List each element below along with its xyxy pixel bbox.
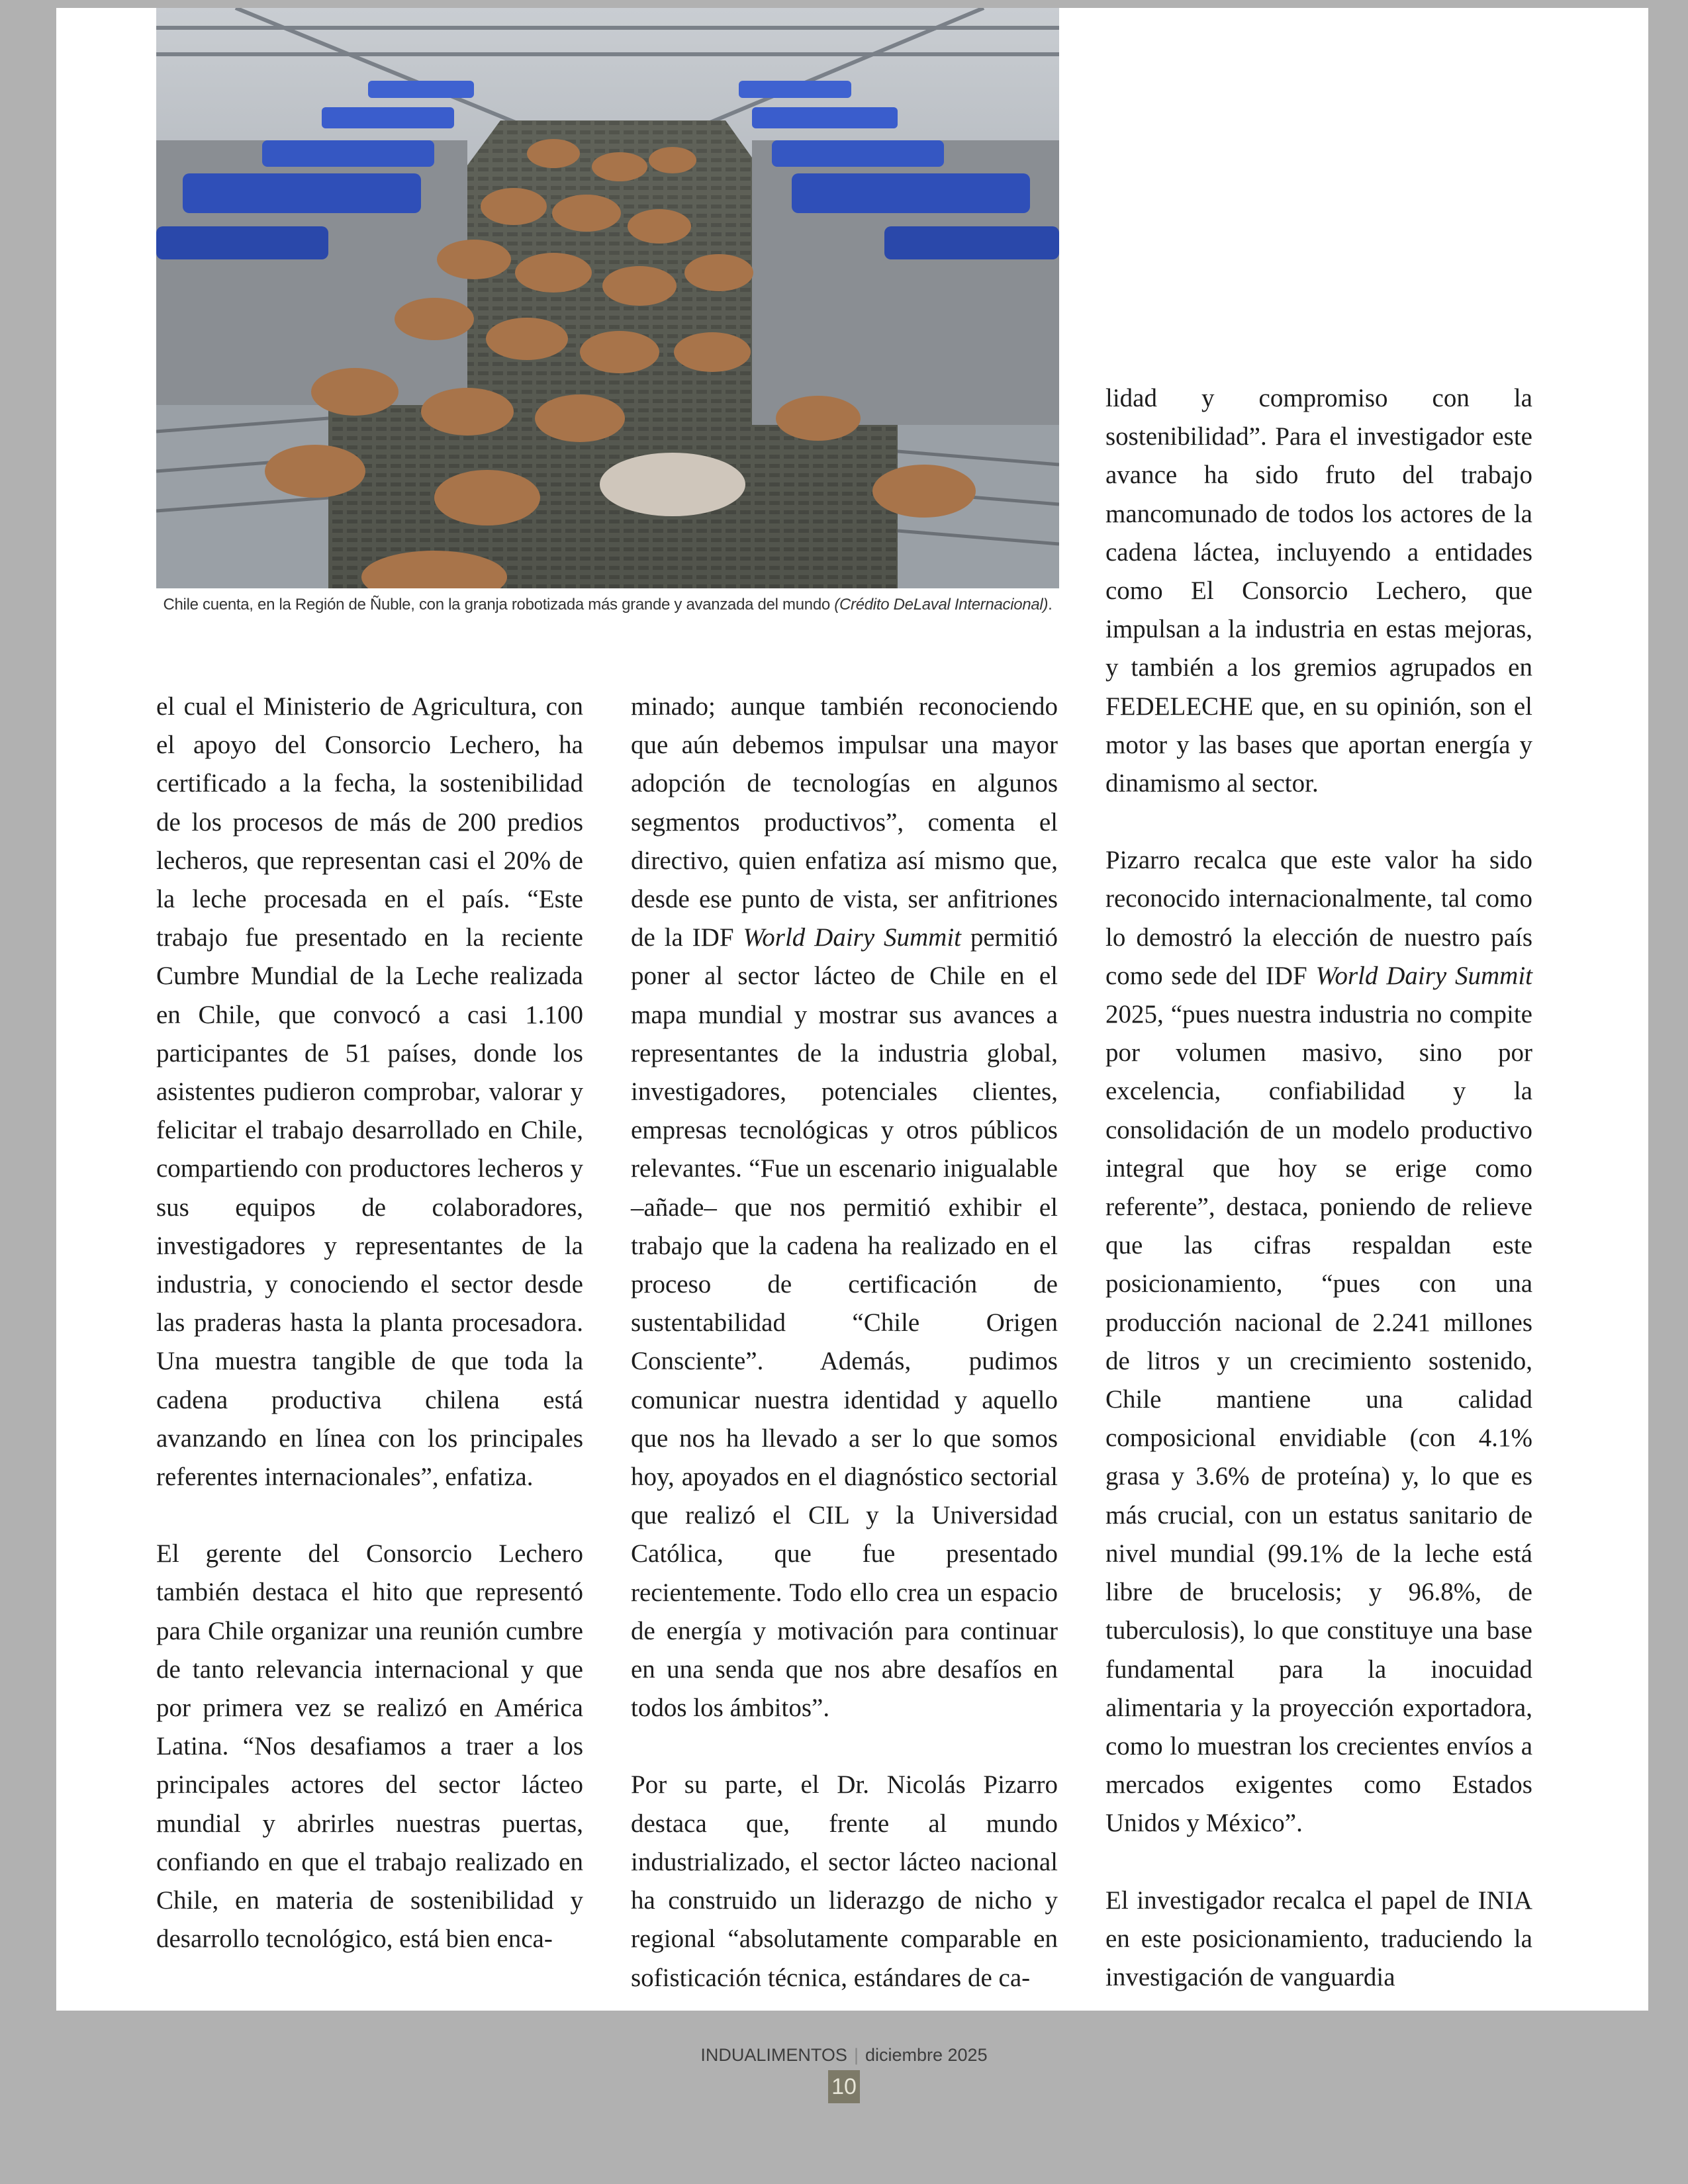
caption-text: Chile cuenta, en la Región de Ñuble, con la granja robotizada más grande y avanzada del mundo [163,596,835,614]
col2-paragraph-2: Por su parte, el Dr. Nicolás Pizarro destaca que, frente al mundo industrializado, el sector lácteo nacional ha construido un liderazgo de nicho y regional “absolutamente comparable en sofisticación técnica, estándares de ca- [631,1770,1058,1992]
footer-separator: | [853,2045,859,2065]
col3-paragraph-2 [1105,841,1532,1843]
photo-caption [156,596,1059,614]
col3-paragraph-1: lidad y compromiso con la sostenibilidad”. Para el investigador este avance ha sido fruto del trabajo mancomunado de todos los actores de la cadena láctea, incluyendo a entidades como El Consorcio Lechero, que impulsan a la industria en estas mejoras, y también a los gremios agrupados en FEDELECHE que, en su opinión, son el motor y las bases que aportan energía y dinamismo al sector. [1105,384,1532,798]
barn-illustration [156,8,1059,588]
col2-paragraph-1 [631,688,1058,1727]
page-sheet [56,8,1648,2011]
page-footer [0,2045,1688,2066]
col3-paragraph-3: El investigador recalca el papel de INIA en este posicionamiento, traduciendo la investigación de vanguardia [1105,1886,1532,1991]
col1-paragraph-2: El gerente del Consorcio Lechero también destaca el hito que representó para Chile organizar una reunión cumbre de tanto relevancia internacional y que por primera vez se realizó en América Latina. “Nos desafiamos a traer a los principales actores del sector lácteo mundial y abrirles nuestras puertas, confiando en que el trabajo realizado en Chile, en materia de sostenibilidad y desarrollo tecnológico, está bien enca- [156,1539,583,1954]
text-column-2 [631,688,1058,1997]
footer-publication: INDUALIMENTOS [700,2045,847,2065]
text-column-1 [156,688,583,1959]
page-number-badge: 10 [828,2070,860,2103]
col2-p1-italic: World Dairy Summit [743,923,961,952]
col3-p2-end: 2025, “pues nuestra industria no compite por volumen masivo, sino por excelencia, confiabilidad y la consolidación de un modelo productivo integral que hoy se erige como referente”, destaca, poniendo de relieve que las cifras respaldan este posicionamiento, “pues con una producción nacional de 2.241 millones de litros y un crecimiento sostenido, Chile mantiene una calidad composicional envidiable (con 4.1% grasa y 3.6% de proteína) y, lo que es más crucial, con un estatus sanitario de nivel mundial (99.1% de la leche está libre de brucelosis; y 96.8%, de tuberculosis), lo que constituye una base fundamental para la inocuidad alimentaria y la proyección exportadora, como lo muestran los crecientes envíos a mercados exigentes como Estados Unidos y México”. [1105,1000,1532,1838]
col3-p2-italic: World Dairy Summit [1315,961,1532,990]
col3-p2-start: Pizarro recalca que este valor ha sido reconocido internacionalmente, tal como lo demostró la elección de nuestro país como sede del IDF [1105,846,1532,990]
caption-end: . [1048,596,1053,614]
col2-p1-end: permitió poner al sector lácteo de Chile en el mapa mundial y mostrar sus avances a representantes de la industria global, investigadores, potenciales clientes, empresas tecnológicas y otros públicos relevantes. “Fue un escenario inigualable –añade– que nos permitió exhibir el trabajo que la cadena ha realizado en el proceso de certificación de sustentabilidad “Chile Origen Consciente”. Además, pudimos comunicar nuestra identidad y aquello que nos ha llevado a ser lo que somos hoy, apoyados en el diagnóstico sectorial que realizó el CIL y la Universidad Católica, que fue presentado recientemente. Todo ello crea un espacio de energía y motivación para continuar en una senda que nos abre desafíos en todos los ámbitos”. [631,923,1058,1723]
col1-paragraph-1: el cual el Ministerio de Agricultura, con el apoyo del Consorcio Lechero, ha certificado a la fecha, la sostenibilidad de los procesos de más de 200 predios lecheros, que representan casi el 20% de la leche procesada en el país. “Este trabajo fue presentado en la reciente Cumbre Mundial de la Leche realizada en Chile, que convocó a casi 1.100 participantes de 51 países, donde los asistentes pudieron comprobar, valorar y felicitar el trabajo desarrollado en Chile, compartiendo con productores lecheros y sus equipos de colaboradores, investigadores y representantes de la industria, y conociendo el sector desde las praderas hasta la planta procesadora. Una muestra tangible de que toda la cadena productiva chilena está avanzando en línea con los principales referentes internacionales”, enfatiza. [156,692,583,1492]
text-column-3 [1105,379,1532,1997]
col2-p1-start: minado; aunque también reconociendo que aún debemos impulsar una mayor adopción de tecnologías en algunos segmentos productivos”, comenta el directivo, quien enfatiza así mismo que, desde ese punto de vista, ser anfitriones de la IDF [631,692,1058,952]
footer-date: diciembre 2025 [865,2045,988,2065]
photo-robotic-dairy-barn [156,8,1059,588]
caption-credit: (Crédito DeLaval Internacional) [834,596,1049,614]
